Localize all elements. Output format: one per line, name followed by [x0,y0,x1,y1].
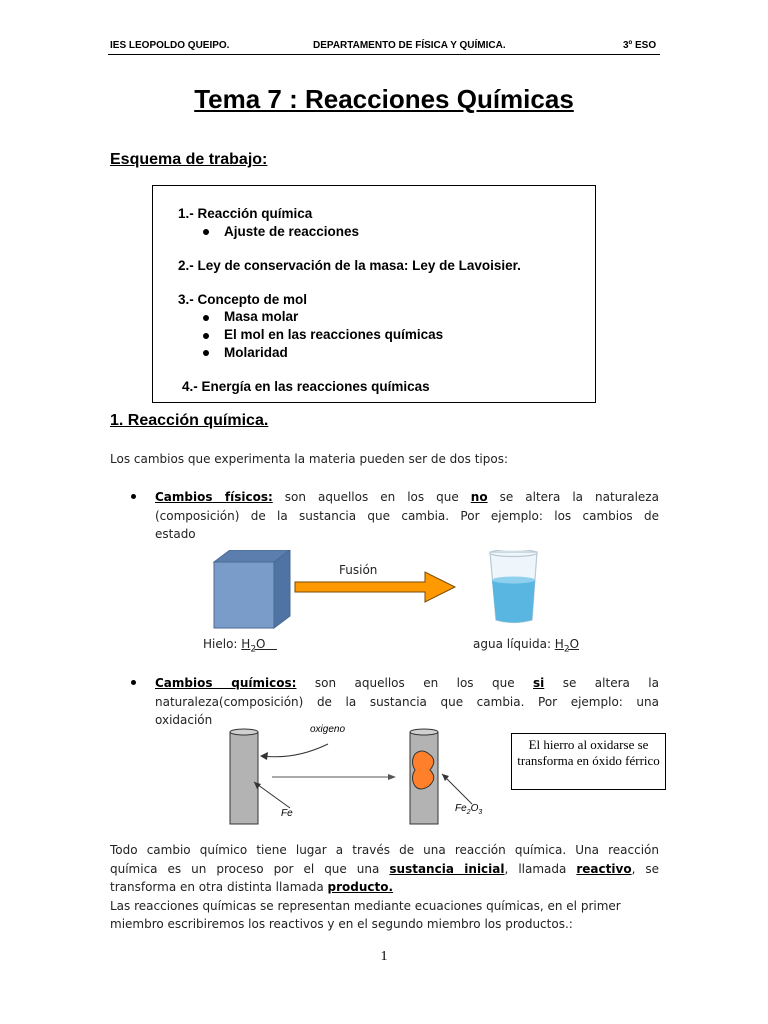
bullet-icon [203,315,209,321]
reaction-paragraph [110,841,659,934]
text-span: agua líquida: [473,637,555,651]
arrowhead-icon [388,774,396,780]
cambios-fisicos-line-3: estado [155,527,196,541]
agua-formula [554,637,580,655]
text-span: 2 [466,809,471,816]
emphasis-si: si [533,676,545,690]
text-span: H [241,637,251,651]
outline-item-2: 2.- Ley de conservación de la masa: Ley de Lavoisier. [178,258,521,273]
header-grade: 3º ESO [623,40,657,51]
iron-rod-icon [230,729,258,824]
fe2o3-label [455,803,482,816]
cambios-fisicos-line-1 [155,488,659,507]
header-rule [108,54,660,55]
outline-heading: Esquema de trabajo: [110,151,268,168]
outline-sub-masa-molar: Masa molar [224,309,299,324]
text-span: 2 [250,644,257,655]
text-span: O [256,637,266,651]
header-school: IES LEOPOLDO QUEIPO. [110,40,230,51]
agua-label [473,637,579,654]
outline-sub-mol-reacciones: El mol en las reacciones químicas [224,327,444,342]
equation-line-1: Las reacciones químicas se representan mediante ecuaciones químicas, en el primer [110,898,621,913]
equation-line-2: miembro escribiremos los reactivos y en el segundo miembro los productos.: [110,917,573,931]
outline-item-4: 4.- Energía en las reacciones químicas [182,379,430,394]
intro-text: Los cambios que experimenta la materia pueden ser de dos tipos: [110,452,509,466]
outline-item-3: 3.- Concepto de mol [178,292,308,307]
term-sustancia-inicial: sustancia inicial [389,861,505,876]
oxigeno-label: oxigeno [310,724,346,735]
reaction-line-1: Todo cambio químico tiene lugar a través de una reacción química. Una reacción [110,843,659,857]
cambios-quimicos-line-3: oxidación [155,713,213,727]
bullet-icon [131,494,136,499]
text-span: son aquellos en los que [284,490,459,504]
section-heading: 1. Reacción química. [110,412,269,429]
cambios-fisicos-paragraph [155,488,659,544]
term-reactivo: reactivo [576,861,632,876]
water-glass-icon [490,550,537,623]
text-span: 3 [478,809,483,816]
bullet-icon [203,229,209,235]
oxidation-note-box: El hierro al oxidarse se transforma en óxido férrico [511,733,666,790]
reaction-line-2 [110,860,659,879]
outline-box [152,185,596,403]
hielo-label [203,637,277,654]
bullet-icon [203,333,209,339]
ice-cube-icon [214,550,290,628]
rusted-rod-icon [410,729,438,824]
text-span: , llamada [504,861,567,876]
outline-sub-molaridad: Molaridad [224,345,288,360]
text-span: O [470,803,479,814]
cambios-quimicos-term: Cambios químicos: [155,676,297,690]
text-span: H [554,637,564,651]
cambios-fisicos-term: Cambios físicos: [155,490,273,504]
hielo-formula [241,637,277,655]
text-span: se altera la naturaleza [499,490,659,504]
bullet-icon [131,680,136,685]
fusion-label: Fusión [339,563,378,577]
curved-arrow-icon [262,744,328,757]
page-number: 1 [380,949,388,964]
text-span: , se [631,861,660,876]
header-department: DEPARTAMENTO DE FÍSICA Y QUÍMICA. [313,40,506,51]
text-span: se altera la [562,676,659,690]
arrowhead-icon [260,752,268,760]
text-span: Hielo: [203,637,242,651]
text-span: transforma en otra distinta llamada [110,880,324,894]
fe-label: Fe [281,808,293,819]
cambios-quimicos-line-2: naturaleza(composición) de la sustancia que cambia. Por ejemplo: una [155,694,659,709]
text-span: son aquellos en los que [314,676,515,690]
emphasis-no: no [470,490,488,504]
text-span: Fe [455,803,467,814]
fusion-figure [200,550,560,640]
cambios-fisicos-line-2: (composición) de la sustancia que cambia. Por ejemplo: los cambios de [155,508,659,523]
outline-sub-ajuste: Ajuste de reacciones [224,224,360,239]
bullet-icon [203,350,209,356]
text-span: química es un proceso por el que una [110,861,380,876]
cambios-quimicos-line-1 [155,674,659,693]
page-title: Tema 7 : Reacciones Químicas [194,84,574,114]
reaction-line-3 [110,878,659,897]
outline-item-1: 1.- Reacción química [178,206,313,221]
term-producto: producto. [327,880,394,894]
text-span: O [569,637,580,651]
text-span: 2 [563,644,570,655]
